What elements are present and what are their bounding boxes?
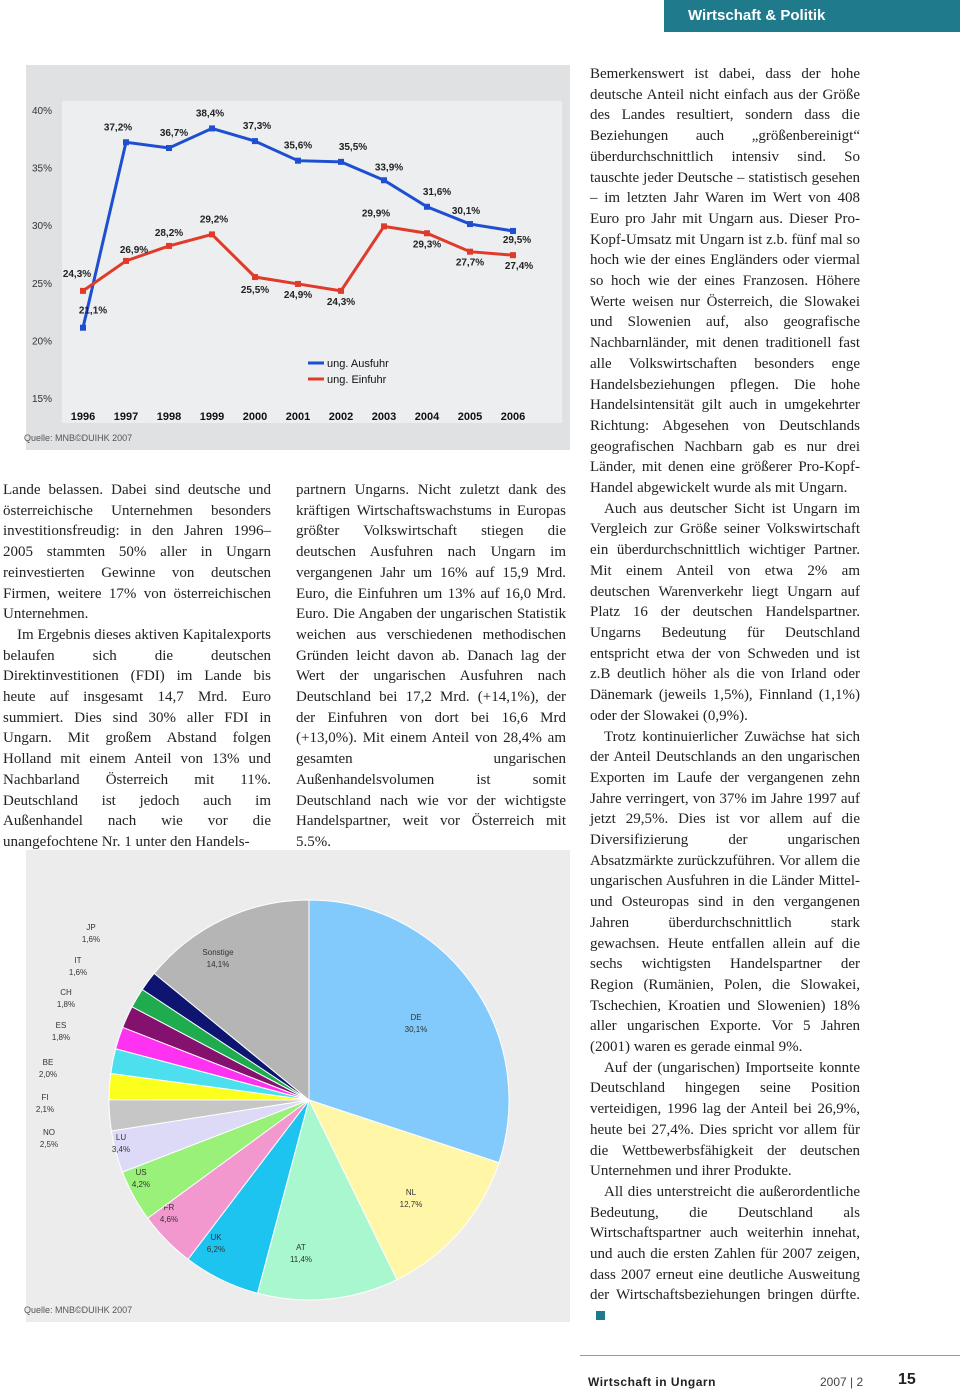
data-label: 24,3% [62, 268, 92, 280]
pie-label-name: NO [43, 1128, 55, 1137]
pie-label-value: 30,1% [404, 1025, 428, 1034]
data-label: 37,3% [242, 121, 272, 133]
pie-label-value: 4,6% [159, 1215, 179, 1224]
data-point [166, 145, 172, 151]
data-point [381, 177, 387, 183]
data-label: 35,5% [338, 141, 368, 153]
pie-label-value: 11,4% [289, 1255, 313, 1264]
x-tick-label: 2003 [371, 411, 397, 423]
data-point [80, 288, 86, 294]
y-tick-label: 35% [32, 163, 53, 175]
data-point [381, 223, 387, 229]
data-label: 28,2% [154, 227, 184, 239]
article-column-right [590, 64, 860, 1327]
pie-label-value: 1,6% [68, 968, 88, 977]
data-label: 29,3% [412, 239, 442, 251]
page-number: 15 [898, 1371, 916, 1388]
pie-label-name: JP [86, 923, 96, 932]
pie-label-value: 1,8% [56, 1000, 76, 1009]
pie-label-name: NL [405, 1188, 417, 1197]
data-point [467, 249, 473, 255]
x-tick-label: 2001 [285, 411, 311, 423]
line-chart-source: Quelle: MNB©DUIHK 2007 [24, 433, 133, 443]
data-point [338, 288, 344, 294]
data-label: 29,5% [502, 234, 532, 246]
x-tick-label: 2002 [328, 411, 354, 423]
pie-chart [26, 850, 570, 1322]
y-tick-label: 30% [32, 221, 53, 233]
end-mark-icon [596, 1311, 605, 1320]
y-tick-label: 20% [32, 336, 53, 348]
section-title: Wirtschaft & Politik [688, 7, 826, 24]
data-label: 26,9% [119, 244, 149, 256]
x-tick-label: 1996 [70, 411, 96, 423]
pie-label-value: 6,2% [206, 1245, 226, 1254]
data-label: 27,7% [455, 257, 485, 269]
data-point [424, 230, 430, 236]
paragraph: Im Ergebnis dieses aktiven Kapitalexports belaufen sich die deutschen Direktinvestitionen (FDI) im Lande bis heute auf insgesamt 14,7 Mrd. Euro summiert. Dies sind 30% aller FDI in Ungarn. Mit großem Abstand folgen Holland mit einem Anteil von 13% und Nachbarland Österreich mit 11%. Deutschland ist jedoch auch im Außenhandel nach wie vor die unangefochtene Nr. 1 unter den Handels- [3, 626, 271, 850]
data-point [123, 139, 129, 145]
section-banner [664, 0, 960, 32]
data-label: 27,4% [504, 261, 534, 273]
pie-label-name: DE [410, 1013, 422, 1022]
y-tick-label: 15% [32, 394, 53, 405]
pie-label-name: IT [74, 956, 82, 965]
data-point [123, 258, 129, 264]
pie-label-name: UK [210, 1233, 222, 1242]
data-label: 29,2% [199, 214, 229, 226]
footer-rule [580, 1355, 960, 1356]
line-chart-figure [26, 65, 570, 450]
pie-label-value: 12,7% [399, 1200, 423, 1209]
data-point [467, 221, 473, 227]
paragraph: partnern Ungarns. Nicht zuletzt dank des kräftigen Wirtschaftswachstums in Europas größter Volkswirtschaft stiegen die deutschen Ausfuhren nach Ungarn im vergangenen Jahr um 16% auf 15,9 Mrd. Euro, die Einfuhren um 13% auf 16,0 Mrd. Euro. Die Angaben der ungarischen Statistik weichen aus verschiedenen methodischen Gründen leicht davon ab. Danach lag der Wert der ungarischen Ausfuhren nach Deutschland bei 17,2 Mrd. (+14,1%), der der Einfuhren von dort bei 16,6 Mrd (+13,0%). Mit einem Anteil von 28,4% am gesamten ungarischen Außenhandelsvolumen ist somit Deutschland nach wie vor der wichtigste Handelspartner, weit vor Österreich mit 5.5%. [296, 482, 566, 850]
y-tick-label: 25% [32, 278, 53, 290]
data-point [295, 158, 301, 164]
pie-label-name: Sonstige [202, 948, 234, 957]
footer-issue: 2007 | 2 [820, 1375, 864, 1389]
data-label: 29,9% [361, 208, 391, 220]
data-label: 30,1% [451, 206, 481, 218]
pie-label-value: 2,0% [38, 1070, 58, 1079]
data-point [252, 274, 258, 280]
data-point [80, 325, 86, 331]
line-chart [28, 65, 568, 450]
pie-label-value: 2,5% [39, 1140, 59, 1149]
data-point [424, 204, 430, 210]
data-point [252, 138, 258, 144]
legend-label: ung. Einfuhr [327, 374, 387, 386]
paragraph: Lande belassen. Dabei sind deutsche und österreichische Unternehmen besonders investitionsfreudig: in den Jahren 1996–2005 stammten 50% aller in Ungarn reinvestierten Gewinne von deutschen Firmen, weitere 17% von österreichischen Unternehmen. [3, 482, 271, 623]
data-point [295, 281, 301, 287]
paragraph-last [590, 1182, 860, 1327]
data-label: 33,9% [374, 162, 404, 174]
data-point [510, 228, 516, 234]
footer-magazine: Wirtschaft in Ungarn [588, 1375, 716, 1389]
data-label: 38,4% [195, 108, 225, 120]
x-tick-label: 2000 [242, 411, 268, 423]
x-tick-label: 2005 [457, 411, 483, 423]
data-label: 24,3% [326, 296, 356, 308]
pie-chart-figure [26, 850, 570, 1322]
data-point [166, 243, 172, 249]
y-tick-label: 40% [32, 106, 53, 117]
data-label: 31,6% [422, 186, 452, 198]
pie-label-name: ES [55, 1021, 67, 1030]
x-tick-label: 2004 [414, 411, 440, 423]
x-tick-label: 2006 [500, 411, 526, 423]
data-point [338, 159, 344, 165]
x-tick-label: 1999 [199, 411, 225, 423]
legend-label: ung. Ausfuhr [327, 358, 389, 370]
pie-label-value: 3,4% [111, 1145, 131, 1154]
article-column-left [3, 480, 271, 853]
data-point [209, 125, 215, 131]
data-label: 35,6% [283, 140, 313, 152]
pie-label-name: CH [60, 988, 72, 997]
data-point [510, 252, 516, 258]
pie-label-name: FI [41, 1093, 49, 1102]
pie-label-name: LU [115, 1133, 127, 1142]
data-label: 36,7% [159, 128, 189, 140]
x-tick-label: 1998 [156, 411, 182, 423]
pie-label-name: BE [42, 1058, 54, 1067]
data-point [209, 231, 215, 237]
pie-label-value: 1,6% [81, 935, 101, 944]
data-label: 21,1% [78, 305, 108, 317]
data-label: 25,5% [240, 285, 270, 297]
paragraph-text: All dies unterstreicht die außerordentliche Bedeutung, die Deutschland als Wirtschaftspartner auch weiterhin innehat, und auch die ersten Zahlen für 2007 zeigen, dass 2007 erneut eine deutliche Ausweitung der Wirtschaftsbeziehungen bringen dürfte. [590, 1183, 860, 1304]
pie-label-value: 2,1% [35, 1105, 55, 1114]
data-label: 24,9% [283, 289, 313, 301]
pie-label-value: 14,1% [206, 960, 230, 969]
pie-label-name: FR [163, 1203, 175, 1212]
pie-label-value: 4,2% [131, 1180, 151, 1189]
pie-label-value: 1,8% [51, 1033, 71, 1042]
pie-chart-source: Quelle: MNB©DUIHK 2007 [24, 1305, 133, 1315]
data-label: 37,2% [103, 122, 133, 134]
article-column-middle [296, 480, 566, 853]
paragraph: Bemerkenswert ist dabei, dass der hohe deutsche Anteil nicht einfach aus der Größe des Landes resultiert, sondern dass die Beziehungen auch „größenbereinigt“ überdurchschnittlich intensiv sind. So tauschte jeder Deutsche – statistisch gesehen – im letzten Jahr Waren im Wert von 408 Euro pro Jahr mit Ungarn aus. Dieser Pro-Kopf-Umsatz mit Ungarn ist z.b. fünf mal so hoch wie der eines Engländers oder viermal so hoch wie der eines Franzosen. Höhere Werte weisen nur Österreich, die Slowakei und Slowenien auf, also geografische Nachbarnländer, mit denen traditionell fast alle Volkswirtschaften besonders enge Handelsbeziehungen pflegen. Die hohe Handelsintensität gilt auch in umgekehrter Richtung: Abgesehen von Deutschlands geografischen Nachbarn gab es nur drei Länder, mit denen eine größerer Pro-Kopf-Handel abgewickelt wurde als mit Ungarn. [590, 66, 860, 497]
paragraph: Auf der (ungarischen) Importseite konnte Deutschland hingegen seine Position verteidigen, 1996 lag der Anteil bei 26,9%, heute bei 27,4%. Dies spricht vor allem für die Wettbewerbsfähigkeit der deutschen Unternehmen und ihrer Produkte. [590, 1059, 860, 1180]
x-tick-label: 1997 [113, 411, 139, 423]
pie-label-name: AT [296, 1243, 306, 1252]
paragraph: Auch aus deutscher Sicht ist Ungarn im Vergleich zur Größe seiner Volkswirtschaft ein überdurchschnittlich wichtiger Partner. Mit einem Anteil von etwa 2% am deutschen Warenverkehr liegt Ungarn auf Platz 16 der deutschen Handelspartner. Ungarns Bedeutung für Deutschland entspricht etwa der von Schweden und ist z.B deutlich höher als die von Irland oder Dänemark (jeweils 1,5%), Finnland (1,1%) oder der Slowakei (0,9%). [590, 500, 860, 724]
paragraph: Trotz kontinuierlicher Zuwächse hat sich der Anteil Deutschlands an den ungarischen Exporten im Laufe der vergangenen zehn Jahre verringert, von 37% im Jahre 1997 auf jetzt 29,5%. Dies ist vor allem auf die Diversifizierung der ungarischen Absatzmärkte zurückzuführen. Vor allem die ungarischen Ausfuhren in die Länder Mittel- und Osteuropas sind in den vergangenen Jahren überdurchschnittlich stark gewachsen. Heute entfallen allein auf die sechs wichtigsten Handelspartner der Region (Rumänien, Polen, die Slowakei, Tschechien, Kroatien und Slowenien) 18% aller ungarischen Exporte. Vor 5 Jahren (2001) waren es gerade einmal 9%. [590, 728, 860, 1056]
pie-label-name: US [135, 1168, 147, 1177]
